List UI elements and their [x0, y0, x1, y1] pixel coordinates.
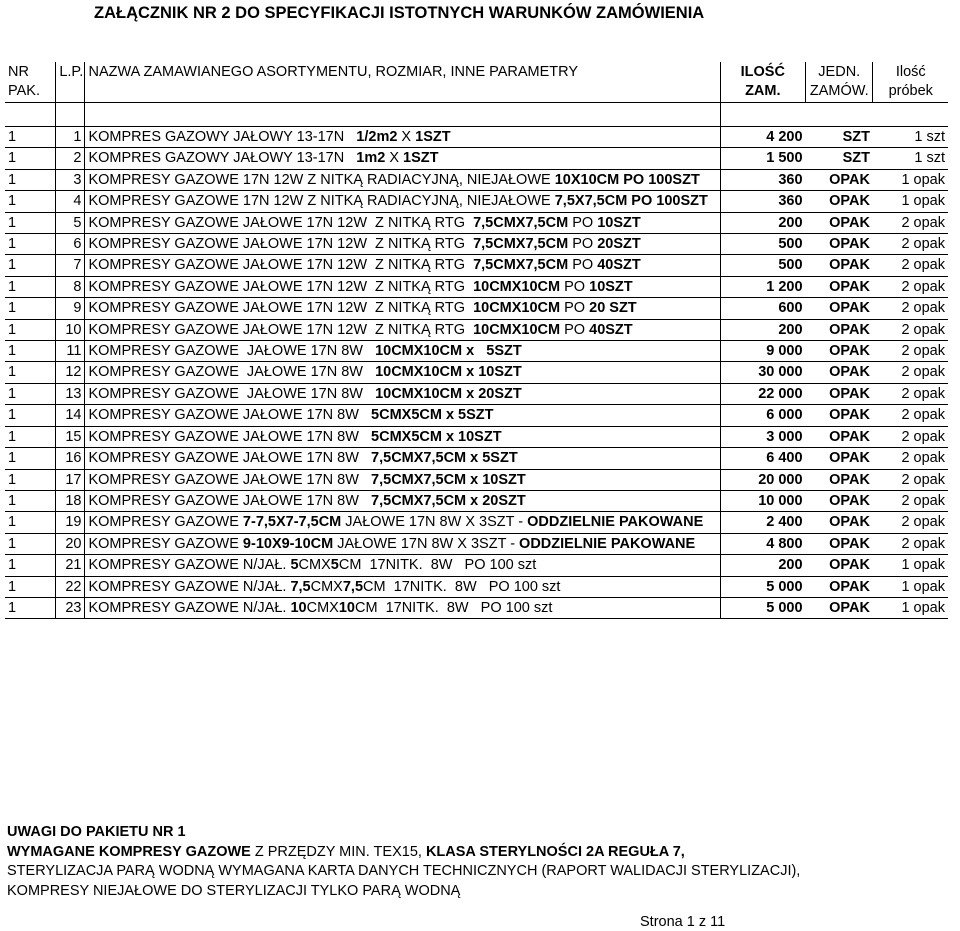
cell-qty: 20 000 [720, 469, 806, 490]
cell-lp: 2 [56, 148, 85, 169]
name-segment: KOMPRESY GAZOWE JAŁOWE 17N 8W [88, 492, 372, 509]
name-segment: KOMPRESY GAZOWE JAŁOWE 17N 8W [88, 385, 376, 402]
cell-nr: 1 [5, 341, 56, 362]
name-segment: 7,5 [342, 578, 364, 595]
header-nr: NR PAK. [5, 62, 56, 103]
table-row [5, 555, 948, 576]
table-row [5, 298, 948, 319]
name-segment: PO [560, 321, 590, 338]
cell-unit: OPAK [806, 576, 873, 597]
cell-name [85, 597, 720, 618]
cell-lp: 4 [56, 191, 85, 212]
cell-unit: OPAK [806, 469, 873, 490]
cell-name [85, 276, 720, 297]
cell-qty: 2 400 [720, 512, 806, 533]
header-spacer [5, 103, 948, 127]
cell-lp: 20 [56, 533, 85, 554]
cell-lp: 17 [56, 469, 85, 490]
table-row [5, 512, 948, 533]
cell-unit: OPAK [806, 426, 873, 447]
cell-sample: 2 opak [873, 533, 948, 554]
name-segment: X [397, 129, 416, 145]
name-segment: CMX [306, 599, 339, 616]
name-segment: 10CMX10CM x 10SZT [375, 364, 522, 381]
table-row [5, 191, 948, 212]
name-segment: 7,5X7,5CM PO 100SZT [554, 193, 708, 210]
cell-lp: 6 [56, 234, 85, 255]
header-name: NAZWA ZAMAWIANEGO ASORTYMENTU, ROZMIAR, INNE PARAMETRY [85, 62, 720, 103]
table-row [5, 533, 948, 554]
cell-qty: 5 000 [720, 576, 806, 597]
cell-qty: 4 800 [720, 533, 806, 554]
cell-name [85, 212, 720, 233]
cell-nr: 1 [5, 212, 56, 233]
cell-qty: 600 [720, 298, 806, 319]
cell-name [85, 169, 720, 190]
notes-line-3: KOMPRESY NIEJAŁOWE DO STERYLIZACJI TYLKO PARĄ WODNĄ [7, 882, 461, 899]
cell-qty: 10 000 [720, 490, 806, 511]
name-segment: 1SZT [415, 129, 451, 145]
name-segment: CM 17NITK. 8W PO 100 szt [338, 557, 537, 574]
table-row [5, 490, 948, 511]
cell-name [85, 234, 720, 255]
name-segment: 10CMX10CM [473, 300, 561, 317]
cell-lp: 3 [56, 169, 85, 190]
cell-sample: 1 opak [873, 191, 948, 212]
cell-name [85, 490, 720, 511]
name-segment: PO [560, 278, 590, 295]
spacer-cell [806, 103, 873, 127]
cell-qty: 22 000 [720, 383, 806, 404]
name-segment: KOMPRESY GAZOWE JAŁOWE 17N 12W Z NITKĄ RTG [88, 321, 474, 338]
name-segment: 10 [338, 599, 355, 616]
name-segment: JAŁOWE 17N 8W X 3SZT - [333, 535, 520, 552]
cell-sample: 2 opak [873, 448, 948, 469]
cell-sample: 2 opak [873, 426, 948, 447]
header-sample: Ilość próbek [873, 62, 948, 103]
notes-line-1-c: KLASA STERYLNOŚCI 2A REGUŁA 7, [425, 843, 685, 860]
cell-sample: 1 opak [873, 576, 948, 597]
cell-name [85, 319, 720, 340]
cell-name [85, 127, 720, 148]
header-lp: L.P. [56, 62, 85, 103]
cell-nr: 1 [5, 405, 56, 426]
cell-sample: 2 opak [873, 212, 948, 233]
cell-sample: 2 opak [873, 276, 948, 297]
cell-qty: 200 [720, 212, 806, 233]
notes-line-1 [7, 843, 952, 863]
cell-unit: OPAK [806, 298, 873, 319]
cell-qty: 200 [720, 319, 806, 340]
name-segment: CMX [298, 557, 331, 574]
name-segment: KOMPRESY GAZOWE JAŁOWE 17N 8W [88, 364, 376, 381]
name-segment: KOMPRESY GAZOWE N/JAŁ. [88, 557, 291, 574]
name-segment: 7-7,5X7-7,5CM [242, 514, 342, 531]
name-segment: 1/2m2 [356, 129, 398, 145]
name-segment: KOMPRESY GAZOWE JAŁOWE 17N 12W Z NITKĄ RTG [88, 278, 474, 295]
table-row [5, 212, 948, 233]
cell-unit: OPAK [806, 555, 873, 576]
cell-sample: 2 opak [873, 255, 948, 276]
name-segment: 9-10X9-10CM [242, 535, 334, 552]
cell-unit: OPAK [806, 191, 873, 212]
cell-sample: 1 opak [873, 597, 948, 618]
cell-nr: 1 [5, 191, 56, 212]
cell-sample: 1 szt [873, 148, 948, 169]
cell-sample: 2 opak [873, 512, 948, 533]
cell-nr: 1 [5, 469, 56, 490]
table-row [5, 597, 948, 618]
cell-lp: 13 [56, 383, 85, 404]
name-segment: KOMPRESY GAZOWE JAŁOWE 17N 8W [88, 450, 372, 467]
cell-lp: 10 [56, 319, 85, 340]
name-segment: 20SZT [597, 236, 641, 253]
table-row [5, 255, 948, 276]
cell-nr: 1 [5, 533, 56, 554]
spacer-cell [85, 103, 720, 127]
cell-lp: 21 [56, 555, 85, 576]
name-segment: KOMPRESY GAZOWE 17N 12W Z NITKĄ RADIACYJNĄ, NIEJAŁOWE [88, 193, 555, 210]
cell-qty: 200 [720, 555, 806, 576]
cell-unit: OPAK [806, 405, 873, 426]
table-row [5, 276, 948, 297]
cell-sample: 2 opak [873, 405, 948, 426]
name-segment: 10X10CM PO 100SZT [554, 171, 700, 188]
cell-unit: OPAK [806, 212, 873, 233]
cell-nr: 1 [5, 555, 56, 576]
cell-name [85, 191, 720, 212]
name-segment: KOMPRESY GAZOWE JAŁOWE 17N 8W [88, 407, 372, 424]
table-row [5, 362, 948, 383]
cell-nr: 1 [5, 276, 56, 297]
cell-sample: 2 opak [873, 362, 948, 383]
cell-qty: 500 [720, 234, 806, 255]
cell-sample: 2 opak [873, 341, 948, 362]
cell-nr: 1 [5, 127, 56, 148]
cell-name [85, 362, 720, 383]
table-row [5, 319, 948, 340]
name-segment: 10SZT [597, 214, 641, 231]
cell-lp: 16 [56, 448, 85, 469]
table-row [5, 234, 948, 255]
name-segment: KOMPRESY GAZOWE [88, 514, 243, 531]
cell-nr: 1 [5, 383, 56, 404]
table-row [5, 405, 948, 426]
cell-qty: 30 000 [720, 362, 806, 383]
cell-sample: 1 opak [873, 169, 948, 190]
cell-name [85, 426, 720, 447]
cell-qty: 500 [720, 255, 806, 276]
cell-lp: 19 [56, 512, 85, 533]
name-segment: KOMPRESY GAZOWE JAŁOWE 17N 12W Z NITKĄ RTG [88, 257, 474, 274]
notes-line-2: STERYLIZACJA PARĄ WODNĄ WYMAGANA KARTA DANYCH TECHNICZNYCH (RAPORT WALIDACJI STERYLIZACJI), [7, 863, 801, 879]
cell-lp: 11 [56, 341, 85, 362]
name-segment: KOMPRESY GAZOWE N/JAŁ. [88, 599, 291, 616]
name-segment: KOMPRESY GAZOWE JAŁOWE 17N 8W [88, 343, 376, 360]
cell-unit: OPAK [806, 169, 873, 190]
cell-sample: 2 opak [873, 383, 948, 404]
name-segment: 10CMX10CM x 20SZT [375, 385, 522, 402]
cell-unit: OPAK [806, 319, 873, 340]
cell-nr: 1 [5, 169, 56, 190]
cell-unit: OPAK [806, 276, 873, 297]
notes-line-1-a: WYMAGANE KOMPRESY GAZOWE [7, 843, 251, 860]
name-segment: 7,5CMX7,5CM x 10SZT [371, 471, 526, 488]
cell-lp: 9 [56, 298, 85, 319]
cell-unit: OPAK [806, 490, 873, 511]
name-segment: 7,5CMX7,5CM x 5SZT [371, 450, 518, 467]
name-segment: 10SZT [589, 278, 633, 295]
cell-qty: 360 [720, 191, 806, 212]
name-segment: PO [568, 236, 598, 253]
cell-sample: 2 opak [873, 490, 948, 511]
name-segment: 5CMX5CM x 10SZT [371, 428, 502, 445]
name-segment: 5 [330, 557, 339, 574]
name-segment: CM 17NITK. 8W PO 100 szt [363, 578, 561, 595]
spacer-cell [873, 103, 948, 127]
name-segment: 7,5CMX7,5CM x 20SZT [371, 492, 526, 509]
name-segment: KOMPRES GAZOWY JAŁOWY 13-17N [88, 150, 357, 167]
cell-lp: 15 [56, 426, 85, 447]
cell-qty: 6 400 [720, 448, 806, 469]
cell-nr: 1 [5, 490, 56, 511]
notes-line-1-b: Z PRZĘDZY MIN. TEX15, [250, 843, 426, 860]
cell-lp: 5 [56, 212, 85, 233]
cell-nr: 1 [5, 576, 56, 597]
spacer-cell [720, 103, 806, 127]
cell-qty: 1 200 [720, 276, 806, 297]
cell-sample: 1 opak [873, 555, 948, 576]
cell-name [85, 512, 720, 533]
name-segment: 7,5CMX7,5CM [473, 214, 569, 231]
name-segment: 7,5 [290, 578, 311, 595]
name-segment: 7,5CMX7,5CM [473, 257, 569, 274]
cell-unit: OPAK [806, 362, 873, 383]
spacer-cell [56, 103, 85, 127]
name-segment: 5 [290, 557, 299, 574]
cell-lp: 12 [56, 362, 85, 383]
cell-nr: 1 [5, 426, 56, 447]
name-segment: ODDZIELNIE PAKOWANE [527, 514, 704, 531]
table-row [5, 448, 948, 469]
header-qty: ILOŚĆ ZAM. [720, 62, 806, 103]
cell-sample: 2 opak [873, 319, 948, 340]
name-segment: KOMPRESY GAZOWE JAŁOWE 17N 8W [88, 428, 372, 445]
cell-nr: 1 [5, 298, 56, 319]
cell-nr: 1 [5, 362, 56, 383]
table-row [5, 576, 948, 597]
cell-name [85, 341, 720, 362]
table-row [5, 383, 948, 404]
cell-sample: 2 opak [873, 298, 948, 319]
cell-lp: 7 [56, 255, 85, 276]
table-row [5, 127, 948, 148]
cell-name [85, 469, 720, 490]
cell-lp: 22 [56, 576, 85, 597]
cell-name [85, 448, 720, 469]
cell-qty: 6 000 [720, 405, 806, 426]
name-segment: CMX [310, 578, 343, 595]
cell-lp: 8 [56, 276, 85, 297]
name-segment: 40SZT [589, 321, 633, 338]
cell-unit: OPAK [806, 512, 873, 533]
cell-sample: 2 opak [873, 469, 948, 490]
cell-unit: OPAK [806, 234, 873, 255]
name-segment: KOMPRESY GAZOWE N/JAŁ. [88, 578, 291, 595]
name-segment: PO [568, 257, 598, 274]
name-segment: 10CMX10CM [473, 321, 561, 338]
cell-nr: 1 [5, 148, 56, 169]
name-segment: KOMPRESY GAZOWE JAŁOWE 17N 8W [88, 471, 372, 488]
document-title: ZAŁĄCZNIK NR 2 DO SPECYFIKACJI ISTOTNYCH WARUNKÓW ZAMÓWIENIA [94, 4, 705, 22]
name-segment: PO [560, 300, 590, 317]
cell-unit: SZT [806, 127, 873, 148]
cell-name [85, 298, 720, 319]
page-number: Strona 1 z 11 [640, 914, 726, 930]
cell-nr: 1 [5, 448, 56, 469]
cell-sample: 1 szt [873, 127, 948, 148]
cell-name [85, 576, 720, 597]
name-segment: 1SZT [403, 150, 439, 167]
cell-qty: 4 200 [720, 127, 806, 148]
name-segment: X [385, 150, 404, 167]
cell-qty: 9 000 [720, 341, 806, 362]
name-segment: 7,5CMX7,5CM [473, 236, 569, 253]
name-segment: ODDZIELNIE PAKOWANE [519, 535, 696, 552]
cell-lp: 14 [56, 405, 85, 426]
cell-name [85, 383, 720, 404]
cell-qty: 360 [720, 169, 806, 190]
cell-lp: 23 [56, 597, 85, 618]
name-segment: 1m2 [356, 150, 386, 167]
name-segment: 20 SZT [589, 300, 637, 317]
name-segment: 10 [290, 599, 307, 616]
cell-nr: 1 [5, 597, 56, 618]
cell-nr: 1 [5, 234, 56, 255]
table-header-row [5, 62, 948, 103]
cell-nr: 1 [5, 255, 56, 276]
spacer-cell [5, 103, 56, 127]
cell-unit: OPAK [806, 255, 873, 276]
table-row [5, 341, 948, 362]
cell-name [85, 405, 720, 426]
name-segment: 10CMX10CM x 5SZT [375, 343, 522, 360]
name-segment: KOMPRESY GAZOWE JAŁOWE 17N 12W Z NITKĄ RTG [88, 300, 474, 317]
specification-table [5, 62, 948, 619]
name-segment: JAŁOWE 17N 8W X 3SZT - [341, 514, 528, 531]
cell-name [85, 555, 720, 576]
cell-lp: 18 [56, 490, 85, 511]
name-segment: 5CMX5CM x 5SZT [371, 407, 494, 424]
cell-name [85, 533, 720, 554]
cell-nr: 1 [5, 319, 56, 340]
cell-unit: OPAK [806, 341, 873, 362]
cell-unit: OPAK [806, 448, 873, 469]
cell-sample: 2 opak [873, 234, 948, 255]
cell-qty: 3 000 [720, 426, 806, 447]
name-segment: 10CMX10CM [473, 278, 561, 295]
cell-name [85, 148, 720, 169]
table-row [5, 469, 948, 490]
cell-lp: 1 [56, 127, 85, 148]
cell-unit: OPAK [806, 533, 873, 554]
header-unit: JEDN. ZAMÓW. [806, 62, 873, 103]
notes-heading: UWAGI DO PAKIETU NR 1 [7, 824, 186, 840]
table-row [5, 426, 948, 447]
name-segment: KOMPRESY GAZOWE [88, 535, 243, 552]
table-row [5, 169, 948, 190]
package-notes [7, 823, 952, 901]
name-segment: KOMPRESY GAZOWE JAŁOWE 17N 12W Z NITKĄ RTG [88, 236, 474, 253]
name-segment: KOMPRES GAZOWY JAŁOWY 13-17N [88, 129, 357, 145]
name-segment: KOMPRESY GAZOWE JAŁOWE 17N 12W Z NITKĄ RTG [88, 214, 474, 231]
cell-qty: 5 000 [720, 597, 806, 618]
name-segment: KOMPRESY GAZOWE 17N 12W Z NITKĄ RADIACYJNĄ, NIEJAŁOWE [88, 171, 555, 188]
cell-unit: OPAK [806, 597, 873, 618]
cell-unit: OPAK [806, 383, 873, 404]
cell-unit: SZT [806, 148, 873, 169]
cell-name [85, 255, 720, 276]
name-segment: PO [568, 214, 598, 231]
cell-nr: 1 [5, 512, 56, 533]
name-segment: CM 17NITK. 8W PO 100 szt [354, 599, 553, 616]
cell-qty: 1 500 [720, 148, 806, 169]
name-segment: 40SZT [597, 257, 641, 274]
table-row [5, 148, 948, 169]
